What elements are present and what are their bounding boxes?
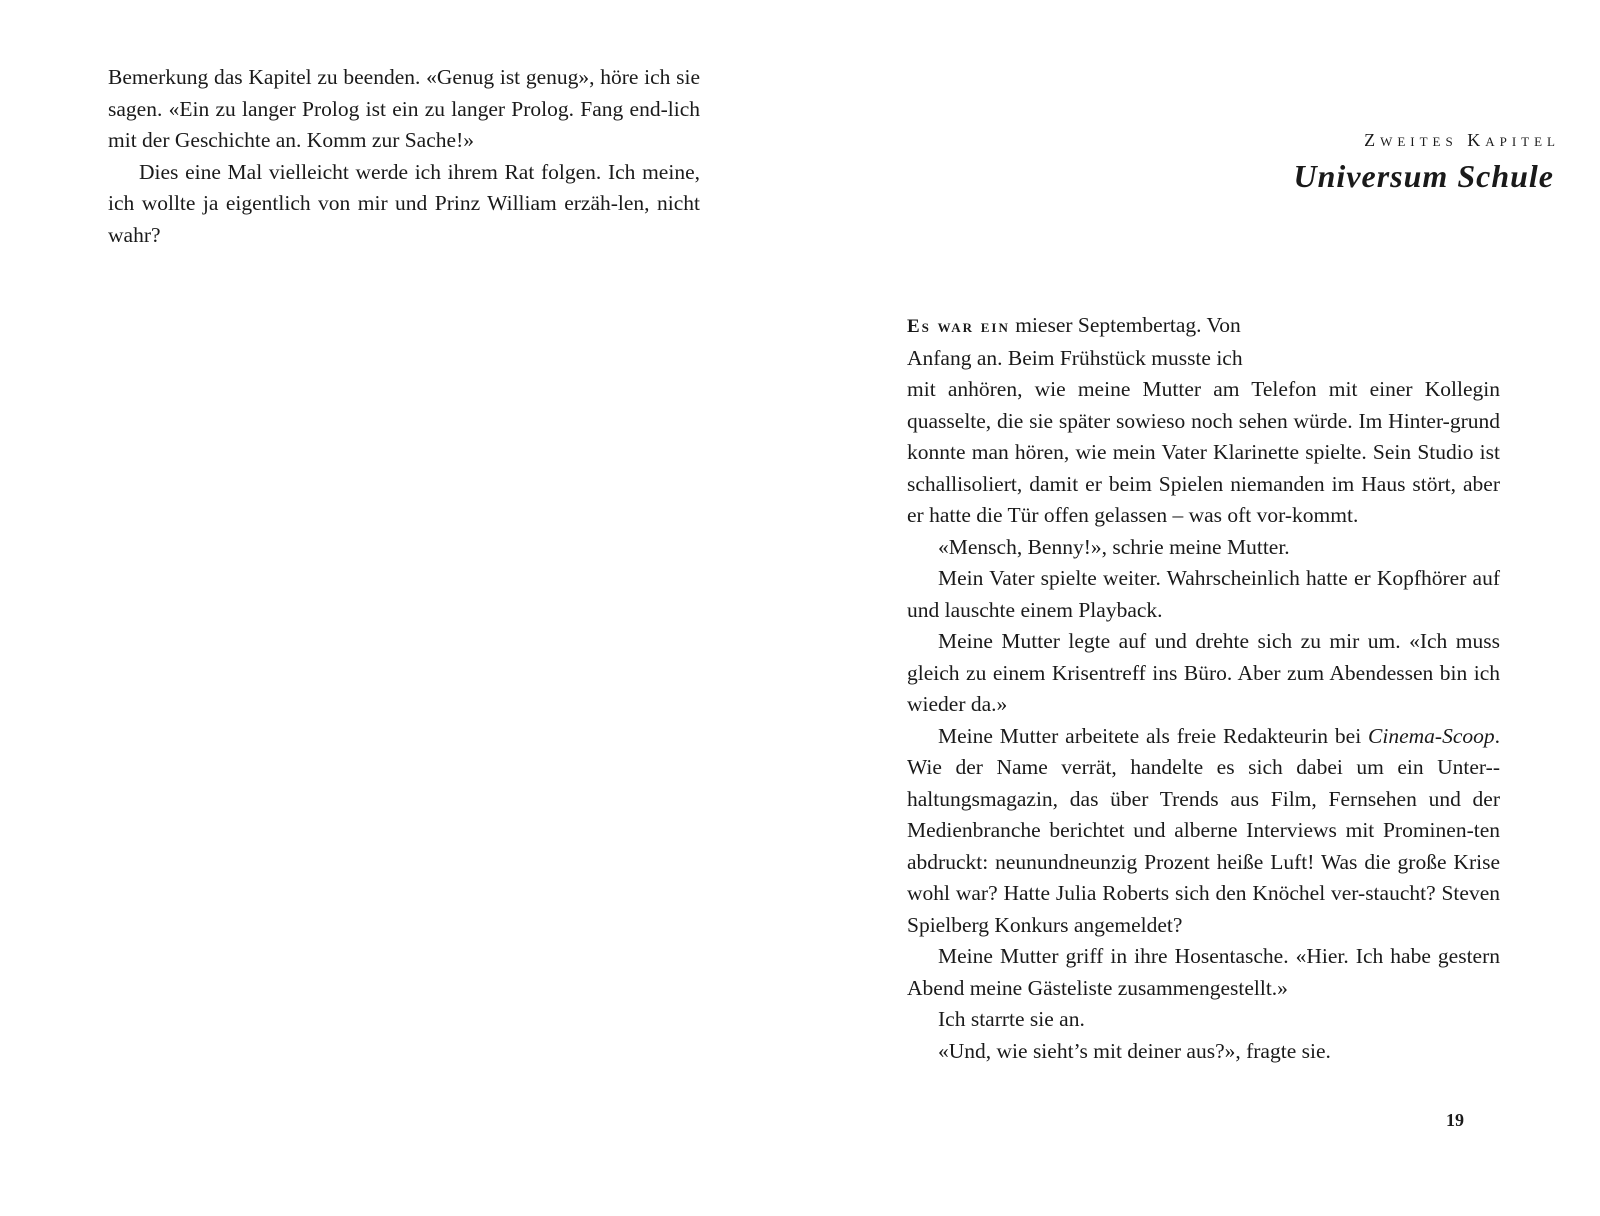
paragraph-redakteurin [907,721,1500,942]
first-paragraph-rest: mit anhören, wie meine Mutter am Telefon mit einer Kollegin quasselte, die sie später sowieso noch sehen würde. Im Hinter-grund konnte man hören, wie mein Vater Klarinette spielte. Sein Studio ist schallisoliert, damit er beim Spielen niemanden im Haus stört, aber er hatte die Tür offen gelassen – was oft vor-kommt. [907,377,1500,527]
chapter-title: Universum Schule [1293,158,1554,194]
magazine-name: Cinema-Scoop [1368,723,1495,748]
page-number: 19 [1446,1110,1464,1130]
paragraph-mensch-benny: «Mensch, Benny!», schrie meine Mutter. [938,534,1290,559]
opening-line-2: Anfang an. Beim Frühstück musste ich [907,345,1243,370]
right-page [800,0,1600,1216]
paragraph-hosentasche: Meine Mutter griff in ihre Hosentasche. «Hier. Ich habe gestern Abend meine Gästeliste zusammengestellt.» [907,944,1500,1000]
opening-line-1: mieser Septembertag. Von [1015,313,1241,337]
chapter-opening-words: Es war ein [907,316,1010,337]
chapter-opening-lines [907,310,1287,374]
paragraph-mutter-legte-auf: Meine Mutter legte auf und drehte sich zu mir um. «Ich muss gleich zu einem Krisentreff ins Büro. Aber zum Abendessen bin ich wieder da.» [907,629,1500,716]
magazine-para-end: . Wie der Name verrät, handelte es sich dabei um ein Unter-haltungsmagazin, das über Trends aus Film, Fernsehen und der Medienbranche berichtet und alberne Interviews mit Prominen-ten abdruckt: neunundneunzig Prozent heiße Luft! Was die große Krise wohl war? Hatte Julia Roberts sich den Knöchel ver-staucht? Steven Spielberg Konkurs angemeldet? [907,723,1501,937]
left-paragraph-2: Dies eine Mal vielleicht werde ich ihrem Rat folgen. Ich meine, ich wollte ja eigentlich von mir und Prinz William erzäh-len, nicht wahr? [108,159,700,247]
magazine-para-start: Meine Mutter arbeitete als freie Redakteurin bei [938,723,1362,748]
paragraph-vater-spielte: Mein Vater spielte weiter. Wahrscheinlich hatte er Kopfhörer auf und lauschte einem Playback. [907,566,1500,622]
right-page-text [907,310,1500,1067]
left-page-text [108,62,700,251]
paragraph-starrte: Ich starrte sie an. [938,1007,1085,1031]
paragraph-wie-siehts-aus: «Und, wie sieht’s mit deiner aus?», fragte sie. [938,1038,1331,1063]
chapter-label: Zweites Kapitel [1364,130,1560,150]
left-paragraph-1: Bemerkung das Kapitel zu beenden. «Genug ist genug», höre ich sie sagen. «Ein zu langer Prolog ist ein zu langer Prolog. Fang end-lich mit der Geschichte an. Komm zur Sache!» [108,65,700,152]
